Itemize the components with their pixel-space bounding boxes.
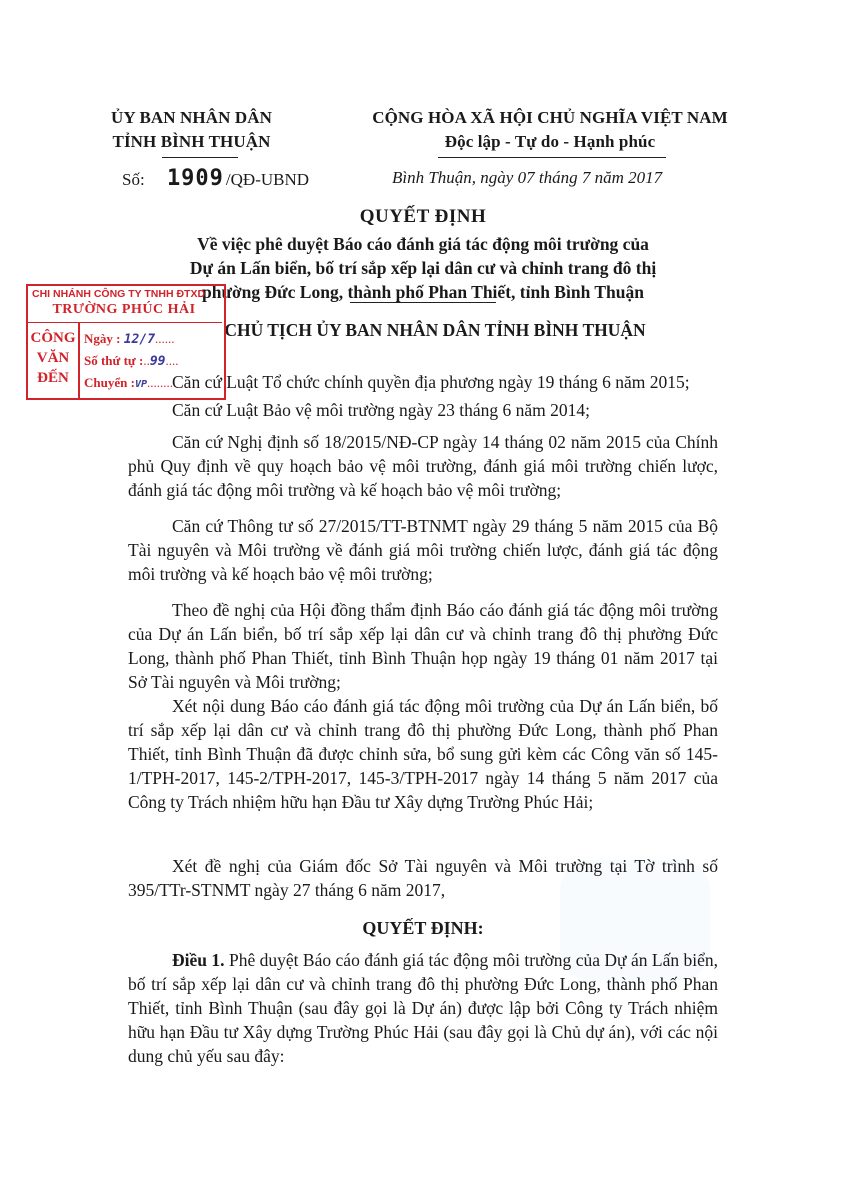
- date-line: Bình Thuận, ngày 07 tháng 7 năm 2017: [392, 168, 663, 187]
- stamp-left-1: CÔNG: [30, 330, 76, 346]
- stamp-serial-label: Số thứ tự :: [84, 353, 144, 368]
- article-1-text: Phê duyệt Báo cáo đánh giá tác động môi trường của Dự án Lấn biển, bố trí sắp xếp lại dân cư và chỉnh trang đô thị phường Đức Long, thành phố Phan Thiết, tỉnh Bình Thuận (sau đây gọi là Dự án) được lập bởi Công ty Trách nhiệm hữu hạn Đầu tư Xây dựng Trường Phúc Hải (sau đây gọi là Chủ dự án), với các nội dung chủ yếu sau đây:: [128, 950, 719, 1066]
- stamp-fields: [84, 328, 178, 395]
- stamp-column-divider: [78, 322, 80, 398]
- basis-paragraph-5: Theo đề nghị của Hội đồng thẩm định Báo cáo đánh giá tác động môi trường của Dự án Lấn biển, bố trí sắp xếp lại dân cư và chỉnh trang đô thị phường Đức Long, thành phố Phan Thiết, tỉnh Bình Thuận họp ngày 19 tháng 01 năm 2017 tại Sở Tài nguyên và Môi trường;: [128, 600, 718, 692]
- stamp-company-line: CHI NHÁNH CÔNG TY TNHH ĐTXD: [32, 288, 206, 300]
- subject-line-3: phường Đức Long, thành phố Phan Thiết, tỉnh Bình Thuận: [202, 282, 644, 302]
- stamp-divider: [26, 322, 222, 323]
- stamp-left-2: VĂN: [36, 350, 70, 366]
- basis-paragraph-1: Căn cứ Luật Tổ chức chính quyền địa phương ngày 19 tháng 6 năm 2015;: [172, 372, 690, 392]
- agency-line-2: TỈNH BÌNH THUẬN: [112, 132, 271, 151]
- nation-line-2: Độc lập - Tự do - Hạnh phúc: [444, 132, 656, 151]
- basis-paragraph-3: Căn cứ Nghị định số 18/2015/NĐ-CP ngày 14 tháng 02 năm 2015 của Chính phủ Quy định về quy hoạch bảo vệ môi trường, đánh giá môi trường chiến lược, đánh giá tác động môi trường và kế hoạch bảo vệ môi trường;: [128, 432, 718, 500]
- stamp-serial-row: Số thứ tự :..99....: [84, 353, 179, 369]
- title-heading: QUYẾT ĐỊNH: [359, 206, 487, 227]
- basis-paragraph-2: Căn cứ Luật Bảo vệ môi trường ngày 23 tháng 6 năm 2014;: [172, 400, 591, 420]
- subject-line-2: Dự án Lấn biển, bố trí sắp xếp lại dân cư và chỉnh trang đô thị: [189, 258, 657, 278]
- decision-heading: QUYẾT ĐỊNH:: [362, 918, 484, 938]
- nation-line-1: CỘNG HÒA XÃ HỘI CHỦ NGHĨA VIỆT NAM: [372, 108, 728, 127]
- article-1: [128, 948, 718, 1068]
- stamp-incoming-label: [28, 328, 78, 388]
- number-prefix: Số:: [122, 170, 145, 189]
- subject-line-1: Về việc phê duyệt Báo cáo đánh giá tác động môi trường của: [197, 234, 649, 254]
- stamp-transfer-row: Chuyển :VP........: [84, 375, 173, 390]
- agency-line-1: ỦY BAN NHÂN DÂN: [111, 108, 272, 127]
- document-number: [122, 166, 309, 191]
- article-1-label: Điều 1.: [172, 950, 225, 970]
- issuing-authority: CHỦ TỊCH ỦY BAN NHÂN DÂN TỈNH BÌNH THUẬN: [224, 320, 646, 340]
- stamp-transfer-value: VP: [134, 379, 147, 390]
- number-value: 1909: [166, 166, 224, 191]
- stamp-left-3: ĐẾN: [37, 370, 69, 386]
- stamp-transfer-label: Chuyển :: [84, 375, 135, 390]
- agency-underline: [162, 157, 238, 158]
- stamp-serial-value: 99: [149, 354, 166, 369]
- stamp-date-row: Ngày : 12/7......: [84, 331, 175, 347]
- incoming-document-stamp: [26, 284, 226, 404]
- motto-underline: [438, 157, 666, 158]
- basis-paragraph-7: Xét đề nghị của Giám đốc Sở Tài nguyên và Môi trường tại Tờ trình số 395/TTr-STNMT ngày 27 tháng 6 năm 2017,: [128, 856, 718, 900]
- stamp-date-value: 12/7: [123, 332, 156, 347]
- title-underline: [350, 302, 496, 303]
- agency-name: [104, 108, 279, 152]
- national-motto: [350, 108, 750, 152]
- number-suffix: /QĐ-UBND: [225, 170, 310, 189]
- stamp-company-name: TRƯỜNG PHÚC HẢI: [52, 302, 196, 317]
- basis-paragraph-6: Xét nội dung Báo cáo đánh giá tác động môi trường của Dự án Lấn biển, bố trí sắp xếp lại dân cư và chỉnh trang đô thị phường Đức Long, thành phố Phan Thiết, tỉnh Bình Thuận đã được chỉnh sửa, bổ sung gửi kèm các Công văn số 145-1/TPH-2017, 145-2/TPH-2017, 145-3/TPH-2017 ngày 14 tháng 5 năm 2017 của Công ty Trách nhiệm hữu hạn Đầu tư Xây dựng Trường Phúc Hải;: [128, 696, 718, 812]
- stamp-date-label: Ngày :: [84, 331, 121, 346]
- basis-paragraph-4: Căn cứ Thông tư số 27/2015/TT-BTNMT ngày 29 tháng 5 năm 2015 của Bộ Tài nguyên và Môi trường về đánh giá môi trường chiến lược, đánh giá tác động môi trường và kế hoạch bảo vệ môi trường;: [128, 516, 718, 584]
